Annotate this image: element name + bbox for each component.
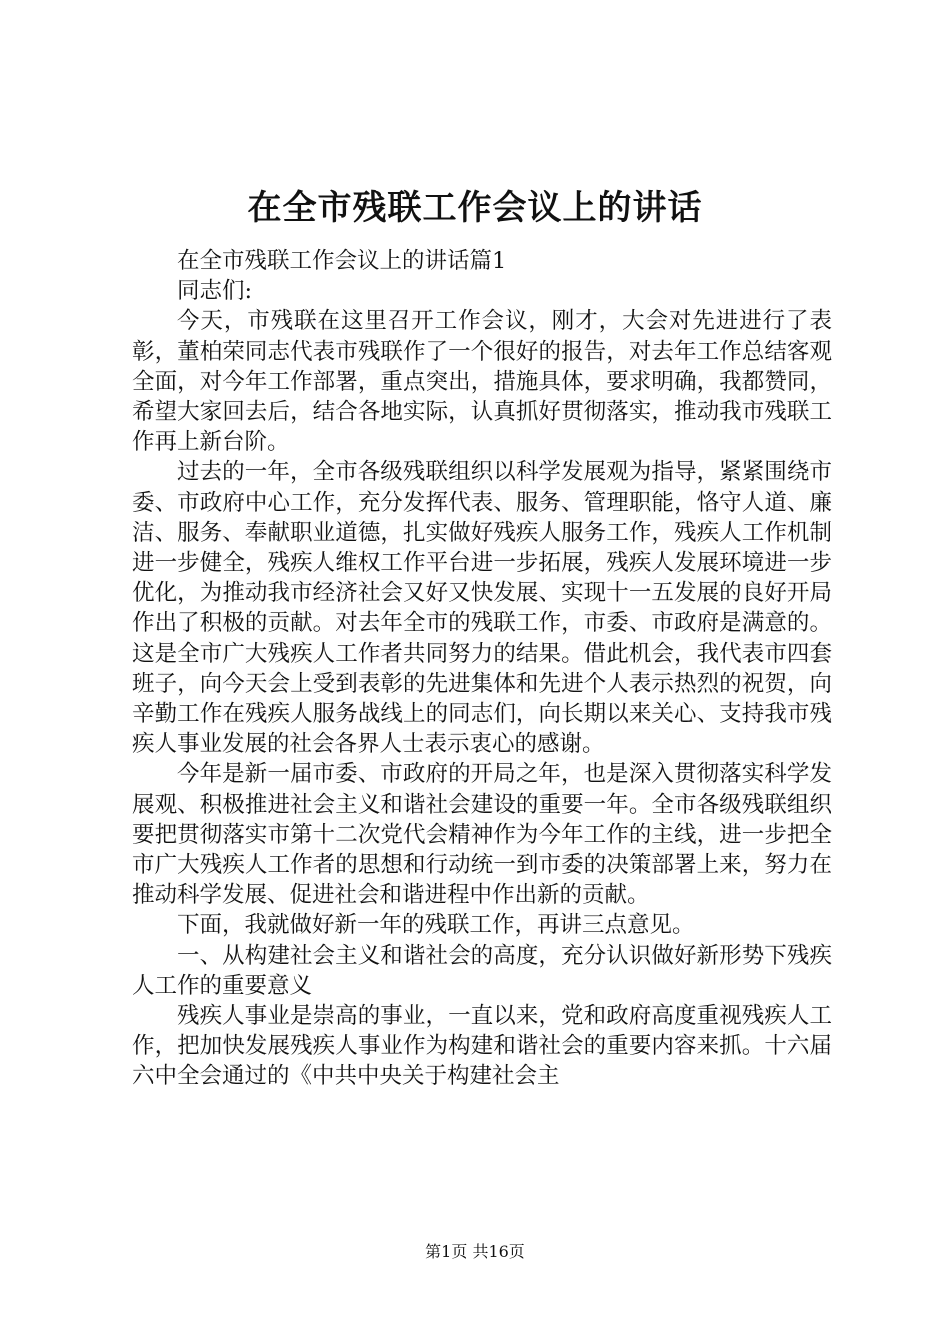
- section-heading: 在全市残联工作会议上的讲话篇1: [177, 248, 507, 274]
- paragraph: 今天，市残联在这里召开工作会议，刚才，大会对先进进行了表彰，董柏荣同志代表市残联作了一个很好的报告，对去年工作总结客观全面，对今年工作部署，重点突出，措施具体，要求明确，我都赞同，希望大家回去后，结合各地实际，认真抓好贯彻落实，推动我市残联工作再上新台阶。: [132, 308, 832, 456]
- page-number: 第1页 共16页: [425, 1242, 525, 1261]
- paragraph: 今年是新一届市委、市政府的开局之年，也是深入贯彻落实科学发展观、积极推进社会主义和谐社会建设的重要一年。全市各级残联组织要把贯彻落实市第十二次党代会精神作为今年工作的主线，进一步把全市广大残疾人工作者的思想和行动统一到市委的决策部署上来，努力在推动科学发展、促进社会和谐进程中作出新的贡献。: [132, 761, 832, 909]
- subheading: 一、从构建社会主义和谐社会的高度，充分认识做好新形势下残疾人工作的重要意义: [132, 942, 832, 999]
- paragraph: 下面，我就做好新一年的残联工作，再讲三点意见。: [177, 912, 695, 939]
- document-title: 在全市残联工作会议上的讲话: [247, 188, 703, 228]
- paragraph: 过去的一年，全市各级残联组织以科学发展观为指导，紧紧围绕市委、市政府中心工作，充分发挥代表、服务、管理职能，恪守人道、廉洁、服务、奉献职业道德，扎实做好残疾人服务工作，残疾人工作机制进一步健全，残疾人维权工作平台进一步拓展，残疾人发展环境进一步优化，为推动我市经济社会又好又快发展、实现十一五发展的良好开局作出了积极的贡献。对去年全市的残联工作，市委、市政府是满意的。这是全市广大残疾人工作者共同努力的结果。借此机会，我代表市四套班子，向今天会上受到表彰的先进集体和先进个人表示热烈的祝贺，向辛勤工作在残疾人服务战线上的同志们，向长期以来关心、支持我市残疾人事业发展的社会各界人士表示衷心的感谢。: [132, 459, 832, 758]
- document-body: [132, 246, 832, 1092]
- salutation: 同志们:: [177, 278, 253, 305]
- paragraph: 残疾人事业是崇高的事业，一直以来，党和政府高度重视残疾人工作，把加快发展残疾人事业作为构建和谐社会的重要内容来抓。十六届六中全会通过的《中共中央关于构建社会主: [132, 1003, 832, 1090]
